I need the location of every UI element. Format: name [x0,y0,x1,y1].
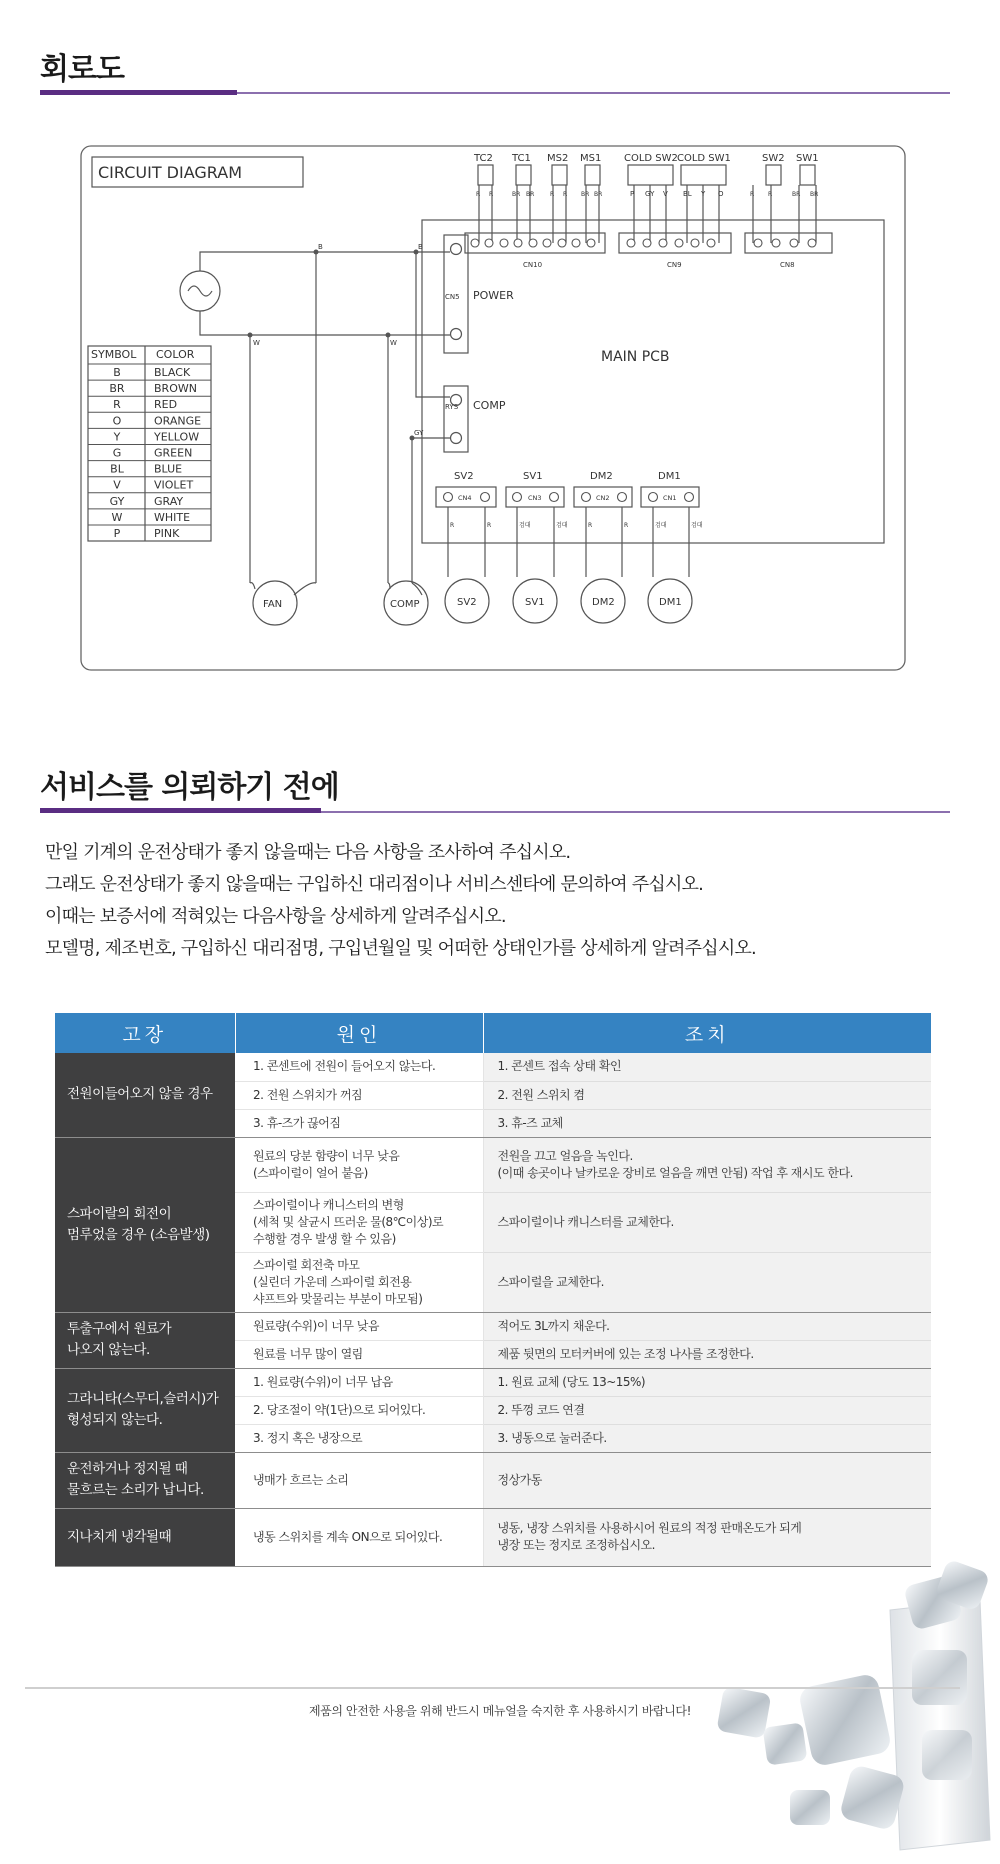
valve-cn-label: CN3 [528,494,542,502]
action-cell [483,1081,931,1109]
symptom-cell [55,1312,235,1368]
legend-symbol: G [112,446,122,460]
action-text: 냉동, 냉장 스위치를 사용하시어 원료의 적정 판매온도가 되게 [497,1521,802,1535]
connector-label-ms1: MS1 [580,153,602,164]
load-label-dm2: DM2 [592,597,615,608]
section-divider-accent [40,808,321,813]
cause-text: 스파이럴이나 캐니스터의 변형 [253,1197,404,1212]
comp-relay-label: COMP [473,399,506,412]
symptom-text: 그라니타(스무디,슬러시)가 [67,1391,219,1407]
cause-cell [235,1424,483,1452]
circuit-section-title: 회로도 [40,52,124,87]
table-header-row [55,1013,931,1053]
cause-text: (스파이럴이 얼어 붙음) [253,1165,368,1180]
wire-letter: Y [701,190,706,198]
diagram-header: CIRCUIT DIAGRAM [98,163,242,182]
action-text: 2. 전원 스위치 켬 [497,1087,585,1102]
main-pcb-label: MAIN PCB [601,349,670,365]
wire-letter: P [630,190,635,198]
symptom-text: 운전하거나 정지될 때 [67,1461,188,1477]
cause-cell [235,1053,483,1081]
wire-letter: W [390,339,397,347]
legend-color: VIOLET [154,478,194,492]
wire-letter: B [318,243,323,251]
wire-letter: 검대 [655,522,667,529]
legend-symbol: BL [110,462,124,476]
wire-letter: R [588,522,593,529]
legend-rows [88,364,211,540]
legend-header-symbol: SYMBOL [91,348,137,361]
legend-symbol: W [111,510,123,524]
table-row [55,1137,931,1192]
action-cell [483,1137,931,1192]
intro-line: 이때는 보증서에 적혀있는 다음사항을 상세하게 알려주십시오. [45,906,506,927]
cause-cell [235,1368,483,1396]
wire-letter: 검대 [519,522,531,529]
legend-symbol: Y [113,430,121,444]
cause-text: 3. 정지 혹은 냉장으로 [253,1430,363,1445]
footer-divider [25,1687,960,1689]
cn5-label: CN5 [445,293,460,301]
action-cell [483,1053,931,1081]
header-label-cn8: CN8 [780,261,795,269]
table-body [55,1053,931,1566]
connector-label-cold-sw1: COLD SW1 [677,153,731,164]
table-row [55,1312,931,1340]
load-label-fan: FAN [263,599,283,610]
action-text: 정상가동 [497,1472,542,1487]
legend-symbol: GY [109,494,125,508]
cause-text: (실린더 가운데 스파이럴 회전용 [253,1274,412,1289]
service-section-title: 서비스를 의뢰하기 전에 [40,770,339,805]
cause-text: 1. 원료량(수위)이 너무 납음 [253,1374,393,1389]
valve-cn-label: CN2 [596,494,610,502]
wire-letter: B [418,243,423,251]
legend-color: BROWN [154,382,197,396]
valve-label: SV1 [523,471,543,482]
symptom-text: 멈루었을 경우 (소음발생) [67,1226,210,1243]
legend-symbol: BR [109,382,125,396]
wire-letter: BR [810,191,819,198]
symptom-cell [55,1137,235,1312]
connector-label-tc2: TC2 [474,153,493,164]
action-text: 제품 뒷면의 모터커버에 있는 조정 나사를 조정한다. [497,1346,754,1361]
wire-letter: R [550,191,555,198]
cause-cell [235,1109,483,1137]
symptom-text: 투출구에서 원료가 [67,1321,172,1337]
cause-text: 2. 당조절이 약(1단)으로 되어있다. [253,1402,426,1417]
cause-cell [235,1396,483,1424]
symptom-cell [55,1508,235,1566]
legend-color: GREEN [154,446,193,460]
symptom-cell [55,1368,235,1452]
legend-color: WHITE [154,510,191,524]
wire-letter: GY [645,190,655,198]
action-text: 냉장 또는 정지로 조정하십시오. [497,1538,655,1552]
cause-cell [235,1192,483,1252]
action-cell [483,1368,931,1396]
wire-letter: 검대 [691,522,703,529]
cause-text: 샤프트와 맞물리는 부분이 마모됨) [253,1291,423,1306]
symptom-text: 전원이들어오지 않을 경우 [67,1086,213,1103]
legend-color: BLUE [154,462,183,476]
wire-letter: 검대 [556,522,568,529]
cause-cell [235,1312,483,1340]
wire-letter: GY [414,429,424,437]
wire-letter: BR [526,191,535,198]
valve-label: SV2 [454,471,474,482]
symptom-text: 형성되지 않는다. [67,1412,163,1428]
legend-symbol: O [112,414,122,428]
header-symptom: 고장 [55,1013,235,1053]
legend-color: GRAY [154,494,184,508]
action-text: 2. 뚜껑 코드 연결 [497,1402,585,1417]
action-cell [483,1192,931,1252]
connector-label-ms2: MS2 [547,153,569,164]
wire-letter: R [563,191,568,198]
table-row [55,1053,931,1081]
action-cell [483,1452,931,1508]
load-label-dm1: DM1 [659,597,682,608]
cause-cell [235,1452,483,1508]
footer-notice: 제품의 안전한 사용을 위해 반드시 메뉴얼을 숙지한 후 사용하시기 바랍니다! [308,1704,692,1718]
connector-label-cold-sw2: COLD SW2 [624,153,678,164]
wire-letter: R [487,522,492,529]
wire-letter: R [750,191,755,198]
legend-color: YELLOW [154,430,200,444]
action-cell [483,1312,931,1340]
valve-label: DM2 [590,471,613,482]
legend-color: BLACK [154,366,191,379]
circuit-diagram-svg [78,143,908,673]
valve-cn-label: CN1 [663,494,677,502]
action-cell [483,1109,931,1137]
legend-color: ORANGE [154,414,202,428]
legend-color: PINK [154,527,180,540]
connector-label-sw1: SW1 [796,153,819,164]
wire-letter: BR [792,191,801,198]
symptom-cell [55,1053,235,1137]
action-text: 적어도 3L까지 채운다. [497,1318,610,1333]
cause-text: 2. 전원 스위치가 꺼짐 [253,1087,363,1102]
wire-letter: R [624,522,629,529]
cause-cell [235,1081,483,1109]
wire-letter: V [663,190,668,198]
cause-cell [235,1137,483,1192]
action-text: 스파이럴을 교체한다. [497,1274,604,1289]
load-label-comp: COMP [390,599,420,610]
cause-text: (세척 및 살균시 뜨러운 물(8℃이상)로 [253,1214,444,1229]
symptom-cell [55,1452,235,1508]
circuit-diagram [78,143,908,673]
cause-cell [235,1340,483,1368]
section-divider-accent [40,90,237,95]
legend-color: RED [154,398,178,412]
action-text: 1. 원료 교체 (당도 13~15%) [497,1374,646,1389]
header-label-cn9: CN9 [667,261,682,269]
table-row [55,1368,931,1396]
cause-text: 수행할 경우 발생 할 수 있음) [253,1231,396,1246]
wire-letter: W [253,339,260,347]
action-cell [483,1424,931,1452]
wire-letter: BL [683,190,692,198]
intro-line: 만일 기계의 운전상태가 좋지 않을때는 다음 사항을 조사하여 주십시오. [45,842,571,863]
cause-text: 냉매가 흐르는 소리 [253,1472,349,1487]
symptom-text: 나오지 않는다. [67,1342,150,1358]
wire-letter: BR [594,191,603,198]
action-cell [483,1340,931,1368]
action-cell [483,1252,931,1312]
load-label-sv1: SV1 [525,597,545,608]
cause-text: 원료를 너무 많이 열림 [253,1346,363,1361]
header-cause: 원인 [235,1013,483,1053]
wire-letter: R [489,191,494,198]
wire-letter: R [768,191,773,198]
cause-text: 1. 콘센트에 전원이 들어오지 않는다. [253,1059,436,1074]
wire-letter: R [476,191,481,198]
legend-symbol: R [113,398,121,412]
legend-header-color: COLOR [156,348,195,361]
intro-line: 그래도 운전상태가 좋지 않을때는 구입하신 대리점이나 서비스센타에 문의하여 주십시오. [45,874,704,895]
wire-letter: BR [512,191,521,198]
intro-line: 모델명, 제조번호, 구입하신 대리점명, 구입년월일 및 어떠한 상태인가를 상세하게 알려주십시오. [45,938,756,959]
symptom-text: 물흐르는 소리가 납니다. [67,1482,204,1498]
action-text: 스파이럴이나 캐니스터를 교체한다. [497,1214,674,1229]
symptom-text: 스파이랄의 회전이 [67,1205,172,1222]
action-text: 3. 휴-즈 교체 [497,1115,563,1130]
intro-text [45,837,945,965]
cause-cell [235,1508,483,1566]
action-text: 3. 냉동으로 눌러준다. [497,1430,607,1445]
wire-letter: O [718,190,724,198]
cause-cell [235,1252,483,1312]
cause-text: 3. 휴-즈가 끊어짐 [253,1115,341,1130]
header-label-cn10: CN10 [523,261,543,269]
cause-text: 스파이럴 회전축 마모 [253,1257,360,1272]
legend-symbol: B [113,366,121,379]
legend-symbol: V [113,478,121,492]
wire-letter: R [450,522,455,529]
action-text: 1. 콘센트 접속 상태 확인 [497,1059,622,1074]
cause-text: 원료의 당분 함량이 너무 낮음 [253,1148,400,1163]
power-label: POWER [473,289,514,302]
cause-text: 냉동 스위치를 계속 ON으로 되어있다. [253,1529,443,1544]
action-text: (이때 송곳이나 날카로운 장비로 얼음을 깨면 안됨) 작업 후 재시도 한다. [497,1165,853,1180]
valve-cn-label: CN4 [458,494,472,502]
header-action: 조치 [483,1013,931,1053]
action-cell [483,1396,931,1424]
valve-label: DM1 [658,471,681,482]
rys-label: RYS [445,403,459,411]
connector-label-sw2: SW2 [762,153,785,164]
symptom-text: 지나치게 냉각될때 [67,1528,172,1545]
table-row [55,1452,931,1508]
connector-label-tc1: TC1 [512,153,531,164]
load-label-sv2: SV2 [457,597,477,608]
troubleshooting-table [55,1013,931,1567]
wire-letter: BR [581,191,590,198]
legend-symbol: P [113,527,121,540]
action-text: 전원을 끄고 얼음을 녹인다. [497,1148,633,1163]
cause-text: 원료량(수위)이 너무 낮음 [253,1318,379,1333]
